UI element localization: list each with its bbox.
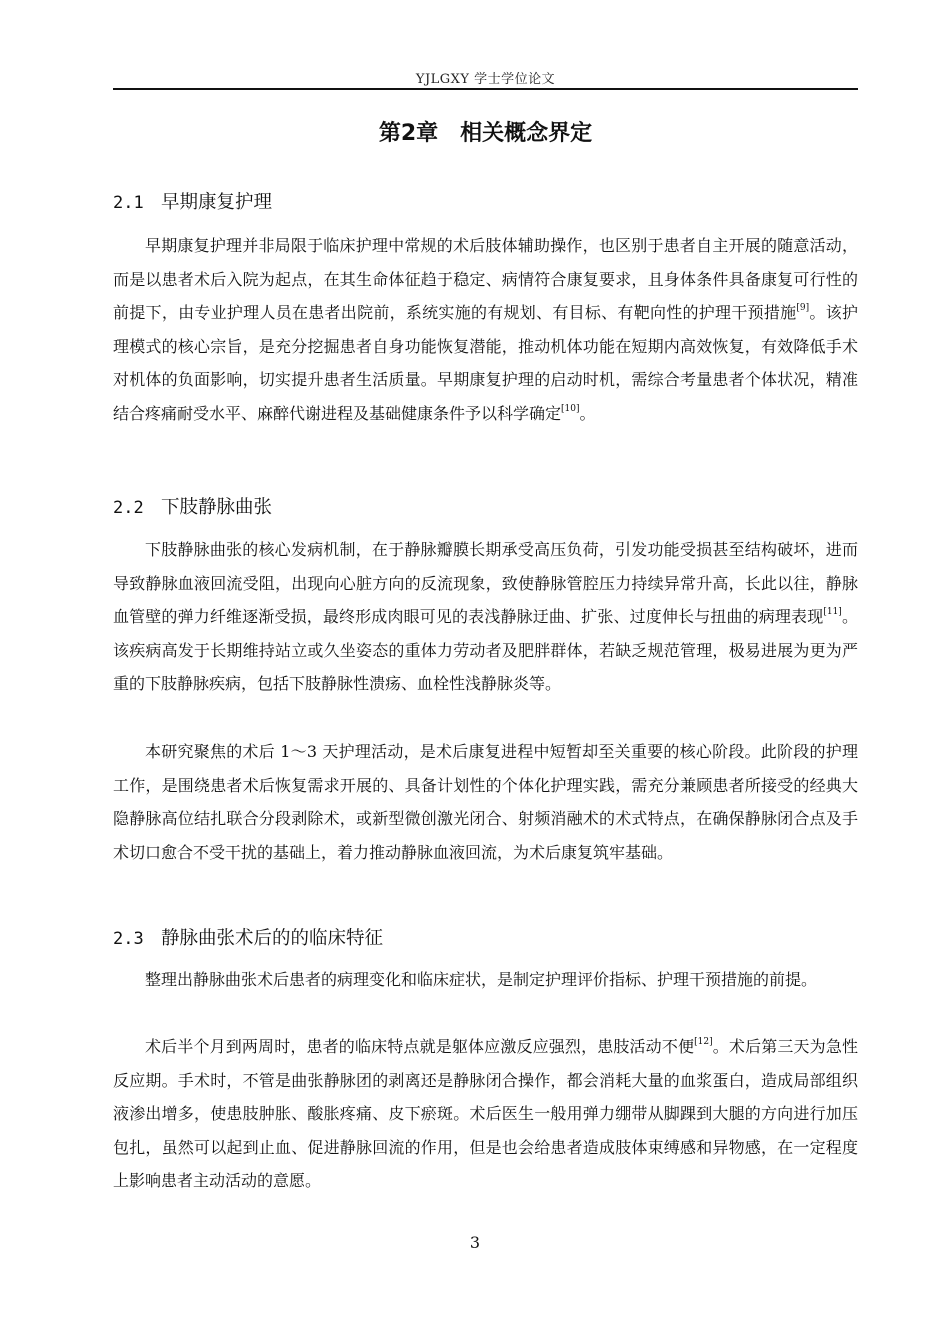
paragraph: 整理出静脉曲张术后患者的病理变化和临床症状，是制定护理评价指标、护理干预措施的前提。 bbox=[145, 970, 818, 989]
paragraph-text: 下肢静脉曲张的核心发病机制，在于静脉瓣膜长期承受高压负荷，引发功能受损甚至结构破坏，进而导致静脉血液回流受阻，出现向心脏方向的反流现象，致使静脉管腔压力持续异常升高，长此以往，静脉血管壁的弹力纤维逐渐受损，最终形成肉眼可见的表浅静脉迂曲、扩张、过度伸长与扭曲的病理表现 bbox=[113, 540, 858, 627]
section-heading bbox=[113, 188, 858, 214]
paragraph-text: 。术后第三天为急性反应期。手术时，不管是曲张静脉团的剥离还是静脉闭合操作，都会消耗大量的血浆蛋白，造成局部组织液渗出增多，使患肢肿胀、酸胀疼痛、皮下瘀斑。术后医生一般用弹力绷带从脚踝到大腿的方向进行加压包扎，虽然可以起到止血、促进静脉回流的作用，但是也会给患者造成肢体束缚感和异物感，在一定程度上影响患者主动活动的意愿。 bbox=[113, 1037, 858, 1191]
paragraph bbox=[113, 533, 858, 701]
section-number: 2.2 bbox=[113, 498, 144, 518]
running-header: YJLGXY 学士学位论文 bbox=[415, 72, 556, 87]
citation: [12] bbox=[694, 1037, 713, 1047]
header-rule bbox=[113, 88, 858, 90]
paragraph-text: 。该疾病高发于长期维持站立或久坐姿态的重体力劳动者及肥胖群体，若缺乏规范管理，极易进展为更为严重的下肢静脉疾病，包括下肢静脉性溃疡、血栓性浅静脉炎等。 bbox=[113, 607, 858, 694]
section-number: 2.3 bbox=[113, 929, 144, 949]
paragraph bbox=[113, 229, 858, 431]
chapter-number: 第2章 bbox=[378, 121, 439, 146]
chapter-title: 相关概念界定 bbox=[460, 121, 593, 146]
paragraph bbox=[113, 1030, 858, 1198]
section-heading bbox=[113, 924, 858, 950]
section-title: 静脉曲张术后的的临床特征 bbox=[161, 928, 384, 949]
paragraph: 本研究聚焦的术后 1～3 天护理活动，是术后康复进程中短暂却至关重要的核心阶段。此阶段的护理工作，是围绕患者术后恢复需求开展的、具备计划性的个体化护理实践，需充分兼顾患者所接受的经典大隐静脉高位结扎联合分段剥除术，或新型微创激光闭合、射频消融术的术式特点，在确保静脉闭合点及手术切口愈合不受干扰的基础上，着力推动静脉血液回流，为术后康复筑牢基础。 bbox=[113, 742, 858, 862]
section-title: 下肢静脉曲张 bbox=[161, 497, 273, 518]
page-number: 3 bbox=[469, 1233, 481, 1252]
section-title: 早期康复护理 bbox=[161, 192, 273, 213]
citation: [11] bbox=[823, 607, 842, 618]
paragraph-text: 术后半个月到两周时，患者的临床特点就是躯体应激反应强烈，患肢活动不便 bbox=[145, 1037, 695, 1056]
citation: [9] bbox=[796, 303, 810, 314]
section-heading bbox=[113, 493, 858, 519]
chapter-heading bbox=[113, 116, 858, 147]
paragraph-text: 。 bbox=[579, 403, 596, 423]
section-number: 2.1 bbox=[113, 193, 144, 213]
paragraph-text: 早期康复护理并非局限于临床护理中常规的术后肢体辅助操作，也区别于患者自主开展的随意活动，而是以患者术后入院为起点，在其生命体征趋于稳定、病情符合康复要求，且身体条件具备康复可行性的前提下，由专业护理人员在患者出院前，系统实施的有规划、有目标、有靶向性的护理干预措施 bbox=[113, 236, 858, 323]
paragraph-text: 。该护理模式的核心宗旨，是充分挖掘患者自身功能恢复潜能，推动机体功能在短期内高效恢复，有效降低手术对机体的负面影响，切实提升患者生活质量。早期康复护理的启动时机，需综合考量患者个体状况，精准结合疼痛耐受水平、麻醉代谢进程及基础健康条件予以科学确定 bbox=[113, 303, 858, 423]
citation: [10] bbox=[561, 403, 580, 414]
